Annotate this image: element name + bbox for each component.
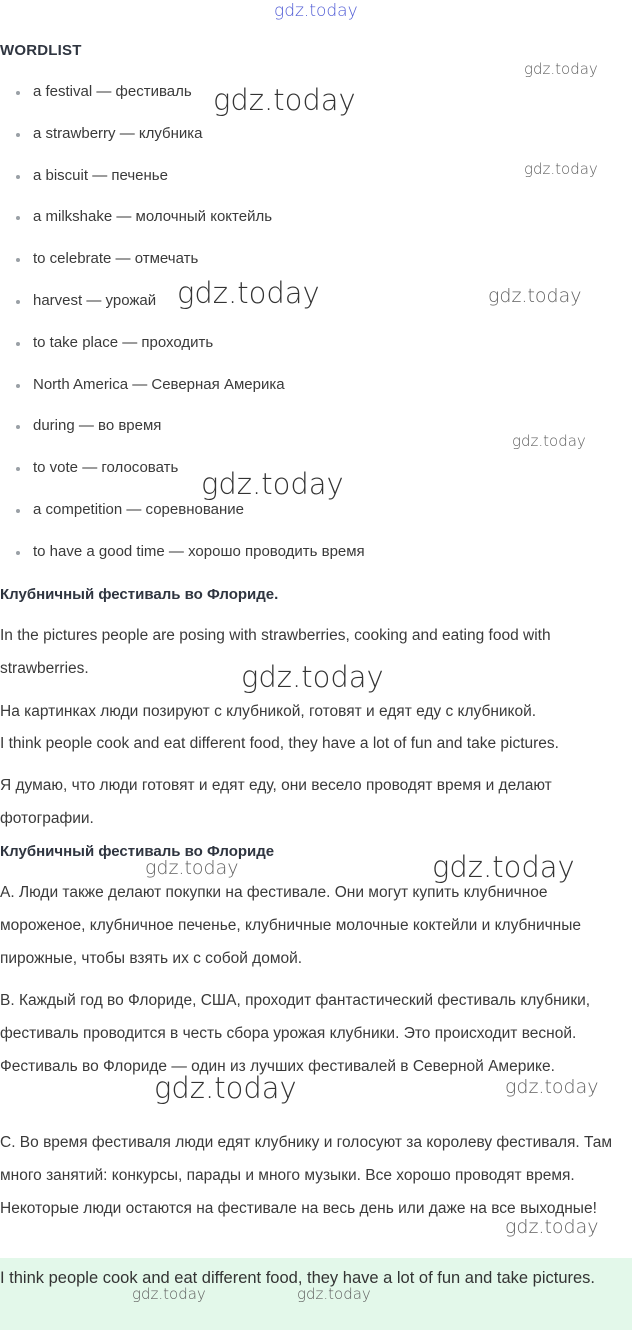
section-heading: Клубничный фестиваль во Флориде. bbox=[0, 586, 279, 603]
watermark: gdz.today bbox=[524, 160, 598, 178]
watermark: gdz.today bbox=[488, 285, 582, 307]
bullet-dot-icon bbox=[16, 425, 20, 429]
list-item: North America — Северная Америка bbox=[0, 375, 632, 417]
watermark: gdz.today bbox=[512, 432, 586, 450]
watermark: gdz.today bbox=[132, 1285, 206, 1303]
list-item: to vote — голосовать bbox=[0, 458, 632, 500]
bullet-dot-icon bbox=[16, 133, 20, 137]
bullet-dot-icon bbox=[16, 91, 20, 95]
paragraph-ru-1: На картинках люди позируют с клубникой, готовят и едят еду с клубникой. bbox=[0, 703, 537, 720]
wordlist bbox=[0, 82, 632, 584]
list-item: to take place — проходить bbox=[0, 333, 632, 375]
bullet-dot-icon bbox=[16, 342, 20, 346]
watermark: gdz.today bbox=[154, 1071, 297, 1105]
bullet-dot-icon bbox=[16, 467, 20, 471]
wordlist-title: WORDLIST bbox=[0, 42, 82, 59]
list-item: to have a good time — хорошо проводить время bbox=[0, 542, 632, 584]
list-item: during — во время bbox=[0, 416, 632, 458]
bullet-dot-icon bbox=[16, 216, 20, 220]
bullet-dot-icon bbox=[16, 509, 20, 513]
watermark: gdz.today bbox=[201, 467, 344, 501]
list-item: a festival — фестиваль bbox=[0, 82, 632, 124]
paragraph-a: А. Люди также делают покупки на фестивале. Они могут купить клубничное мороженое, клубничное печенье, клубничные молочные коктейли и клубничные пирожные, чтобы взять их с собой домой. bbox=[0, 884, 581, 967]
bullet-dot-icon bbox=[16, 175, 20, 179]
bullet-dot-icon bbox=[16, 300, 20, 304]
paragraph-c: C. Во время фестиваля люди едят клубнику и голосуют за королеву фестиваля. Там много занятий: конкурсы, парады и много музыки. Все хорошо проводят время. Некоторые люди остаются на фестивале на весь день или даже на все выходные! bbox=[0, 1134, 613, 1217]
watermark: gdz.today bbox=[145, 857, 239, 879]
list-item: to celebrate — отмечать bbox=[0, 249, 632, 291]
bullet-dot-icon bbox=[16, 258, 20, 262]
list-item: harvest — урожай bbox=[0, 291, 632, 333]
watermark: gdz.today bbox=[297, 1285, 371, 1303]
highlight-text: I think people cook and eat different food, they have a lot of fun and take pictures. bbox=[0, 1269, 596, 1287]
bullet-dot-icon bbox=[16, 551, 20, 555]
watermark: gdz.today bbox=[241, 660, 384, 694]
watermark: gdz.today bbox=[524, 60, 598, 78]
watermark-top: gdz.today bbox=[274, 1, 358, 21]
paragraph-ru-2: Я думаю, что люди готовят и едят еду, они весело проводят время и делают фотографии. bbox=[0, 777, 552, 827]
list-item: a strawberry — клубника bbox=[0, 124, 632, 166]
watermark: gdz.today bbox=[432, 850, 575, 884]
watermark: gdz.today bbox=[213, 83, 356, 117]
watermark: gdz.today bbox=[505, 1216, 599, 1238]
paragraph-b: B. Каждый год во Флориде, США, проходит фантастический фестиваль клубники, фестиваль проводится в честь сбора урожая клубники. Это происходит весной. Фестиваль во Флориде — один из лучших фестивалей в Северной Америке. bbox=[0, 992, 591, 1075]
bullet-dot-icon bbox=[16, 384, 20, 388]
list-item: a biscuit — печенье bbox=[0, 166, 632, 208]
section-heading-2: Клубничный фестиваль во Флориде bbox=[0, 843, 275, 860]
watermark: gdz.today bbox=[505, 1076, 599, 1098]
list-item: a milkshake — молочный коктейль bbox=[0, 207, 632, 249]
watermark: gdz.today bbox=[177, 276, 320, 310]
paragraph-en-1: In the pictures people are posing with strawberries, cooking and eating food with strawberries. bbox=[0, 627, 551, 677]
list-item: a competition — соревнование bbox=[0, 500, 632, 542]
paragraph-en-2: I think people cook and eat different food, they have a lot of fun and take pictures. bbox=[0, 735, 559, 752]
